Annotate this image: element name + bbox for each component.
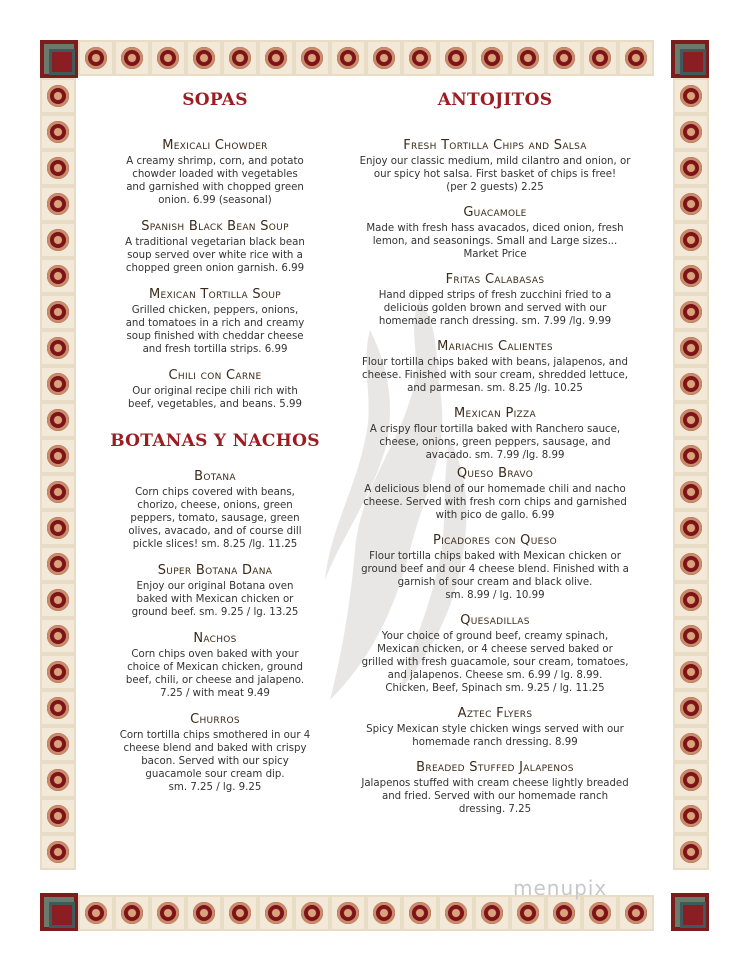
item-name: Mexicali Chowder <box>162 138 268 153</box>
corner-tile-bottom-right <box>671 893 709 931</box>
border-tile <box>258 40 294 76</box>
item-description: Corn chips covered with beans, chorizo, cheese, onions, green peppers, tomato, sausage, green olives, avacado, and of course dill pickle slices! sm. 8.25 /lg. 11.25 <box>128 487 302 550</box>
item-description: Your choice of ground beef, creamy spinach, Mexican chicken, or 4 cheese served baked or grilled with fresh guacamole, sour cream, tomatoes, and jalapenos. Cheese sm. 6.99 / lg. 8.99. Chicken, Beef, Spinach sm. 9.25 / lg. 11.25 <box>361 631 629 694</box>
border-tile <box>673 474 709 510</box>
border-tile <box>673 834 709 870</box>
border-tile <box>40 258 76 294</box>
border-tile <box>673 690 709 726</box>
menu-item <box>345 138 645 194</box>
item-description: Hand dipped strips of fresh zucchini fried to a delicious golden brown and served with our homemade ranch dressing. sm. 7.99 /lg. 9.99 <box>378 290 612 327</box>
border-tile <box>40 654 76 690</box>
item-name: Breaded Stuffed Jalapenos <box>416 760 574 775</box>
corner-tile-top-right <box>671 40 709 78</box>
section-title-sopas: SOPAS <box>182 90 248 110</box>
menu-item <box>345 466 645 522</box>
item-name: Nachos <box>193 631 237 646</box>
border-tile <box>78 40 114 76</box>
border-tile <box>40 222 76 258</box>
border-tile <box>673 294 709 330</box>
border-tile <box>40 438 76 474</box>
border-tile <box>673 366 709 402</box>
menu-item <box>105 138 325 207</box>
border-tile <box>673 510 709 546</box>
border-tile <box>330 895 366 931</box>
item-description: Flour tortilla chips baked with Mexican chicken or ground beef and our 4 cheese blend. Finished with a garnish of sour cream and black olive. sm. 8.99 / lg. 10.99 <box>361 551 629 601</box>
border-tile <box>673 546 709 582</box>
border-tile <box>366 895 402 931</box>
item-name: Mexican Pizza <box>454 406 536 421</box>
item-name: Quesadillas <box>460 613 530 628</box>
menu-item <box>105 631 325 700</box>
border-tile <box>222 40 258 76</box>
border-tile <box>78 895 114 931</box>
menu-item <box>105 368 325 411</box>
border-tile <box>294 895 330 931</box>
border-tile <box>673 330 709 366</box>
border-tile <box>546 895 582 931</box>
left-column <box>105 85 325 794</box>
border-tile <box>40 762 76 798</box>
border-tile <box>673 654 709 690</box>
item-name: Guacamole <box>463 205 527 220</box>
border-tile <box>510 895 546 931</box>
item-name: Chili con Carne <box>168 368 262 383</box>
item-name: Spanish Black Bean Soup <box>141 219 289 234</box>
item-name: Fritas Calabasas <box>445 272 545 287</box>
item-description: A delicious blend of our homemade chili and nacho cheese. Served with fresh corn chips and garnished with pico de gallo. 6.99 <box>363 484 627 521</box>
border-tile <box>40 114 76 150</box>
item-description: Grilled chicken, peppers, onions, and tomatoes in a rich and creamy soup finished with cheddar cheese and fresh tortilla strips. 6.99 <box>125 305 305 355</box>
menu-item <box>105 712 325 794</box>
border-tile <box>510 40 546 76</box>
menu-item <box>345 205 645 261</box>
border-tile <box>40 582 76 618</box>
border-tile <box>402 40 438 76</box>
border-tile <box>438 40 474 76</box>
item-name: Churros <box>190 712 240 727</box>
border-tile <box>673 78 709 114</box>
border-tile <box>40 546 76 582</box>
section-title-botanas: BOTANAS Y NACHOS <box>110 431 320 451</box>
border-tile <box>258 895 294 931</box>
border-tile <box>474 895 510 931</box>
border-tile <box>673 618 709 654</box>
item-description: Made with fresh hass avacados, diced onion, fresh lemon, and seasonings. Small and Large sizes... Market Price <box>366 223 624 260</box>
border-tile <box>366 40 402 76</box>
border-tile <box>582 40 618 76</box>
item-description: A traditional vegetarian black bean soup served over white rice with a chopped green onion garnish. 6.99 <box>125 237 305 274</box>
item-name: Super Botana Dana <box>157 563 273 578</box>
border-tile <box>40 690 76 726</box>
menupix-watermark: menupix <box>513 876 608 900</box>
border-tile <box>40 330 76 366</box>
border-tile <box>438 895 474 931</box>
item-description: Spicy Mexican style chicken wings served with our homemade ranch dressing. 8.99 <box>366 724 624 748</box>
border-tile <box>40 366 76 402</box>
menu-item <box>105 219 325 275</box>
menu-item <box>105 287 325 356</box>
border-tile <box>673 186 709 222</box>
border-bottom <box>78 895 654 931</box>
item-name: Queso Bravo <box>456 466 534 481</box>
item-description: Corn tortilla chips smothered in our 4 cheese blend and baked with crispy bacon. Served with our spicy guacamole sour cream dip. sm. 7.25 / lg. 9.25 <box>119 730 311 793</box>
border-tile <box>222 895 258 931</box>
item-description: A creamy shrimp, corn, and potato chowder loaded with vegetables and garnished with chopped green onion. 6.99 (seasonal) <box>126 156 304 206</box>
border-tile <box>40 798 76 834</box>
border-tile <box>474 40 510 76</box>
border-tile <box>618 895 654 931</box>
menu-item <box>345 406 645 462</box>
border-tile <box>40 78 76 114</box>
border-tile <box>114 895 150 931</box>
item-name: Picadores con Queso <box>433 533 557 548</box>
item-description: Jalapenos stuffed with cream cheese lightly breaded and fried. Served with our homemade ranch dressing. 7.25 <box>361 778 629 815</box>
border-tile <box>40 834 76 870</box>
menu-item <box>105 469 325 551</box>
border-tile <box>40 726 76 762</box>
border-right <box>673 78 709 870</box>
menu-item <box>345 339 645 395</box>
menu-item <box>105 563 325 619</box>
border-tile <box>673 438 709 474</box>
item-name: Botana <box>194 469 236 484</box>
item-description: Our original recipe chili rich with beef, vegetables, and beans. 5.99 <box>128 386 302 410</box>
border-tile <box>40 186 76 222</box>
menu-item <box>345 706 645 749</box>
border-tile <box>673 222 709 258</box>
border-tile <box>150 40 186 76</box>
item-name: Mexican Tortilla Soup <box>149 287 281 302</box>
item-description: Enjoy our original Botana oven baked with Mexican chicken or ground beef. sm. 9.25 / lg. 13.25 <box>131 581 299 618</box>
item-description: Corn chips oven baked with your choice of Mexican chicken, ground beef, chili, or cheese and jalapeno. 7.25 / with meat 9.49 <box>125 649 305 699</box>
border-tile <box>402 895 438 931</box>
right-column <box>345 85 645 816</box>
item-name: Fresh Tortilla Chips and Salsa <box>403 138 587 153</box>
border-left <box>40 78 76 870</box>
border-tile <box>673 798 709 834</box>
border-tile <box>330 40 366 76</box>
item-description: Enjoy our classic medium, mild cilantro and onion, or our spicy hot salsa. First basket of chips is free! (per 2 guests) 2.25 <box>359 156 631 193</box>
corner-tile-top-left <box>40 40 78 78</box>
menu-item <box>345 272 645 328</box>
section-title-antojitos: ANTOJITOS <box>437 90 553 110</box>
item-description: A crispy flour tortilla baked with Ranchero sauce, cheese, onions, green peppers, sausage, and avacado. sm. 7.99 /lg. 8.99 <box>369 424 621 461</box>
border-tile <box>40 150 76 186</box>
menu-item <box>345 760 645 816</box>
border-tile <box>40 294 76 330</box>
border-tile <box>673 726 709 762</box>
border-tile <box>673 258 709 294</box>
menu-item <box>345 613 645 695</box>
border-tile <box>150 895 186 931</box>
menu-item <box>345 533 645 602</box>
border-tile <box>40 474 76 510</box>
border-tile <box>40 510 76 546</box>
border-tile <box>40 618 76 654</box>
border-tile <box>673 762 709 798</box>
border-tile <box>582 895 618 931</box>
border-tile <box>673 402 709 438</box>
border-tile <box>546 40 582 76</box>
border-tile <box>40 402 76 438</box>
border-tile <box>673 582 709 618</box>
item-name: Aztec Flyers <box>457 706 533 721</box>
corner-tile-bottom-left <box>40 893 78 931</box>
border-top <box>78 40 654 76</box>
border-tile <box>186 895 222 931</box>
border-tile <box>114 40 150 76</box>
item-description: Flour tortilla chips baked with beans, jalapenos, and cheese. Finished with sour cream, shredded lettuce, and parmesan. sm. 8.25 /lg. 10.25 <box>362 357 628 394</box>
item-name: Mariachis Calientes <box>437 339 553 354</box>
border-tile <box>618 40 654 76</box>
border-tile <box>673 150 709 186</box>
border-tile <box>186 40 222 76</box>
border-tile <box>294 40 330 76</box>
border-tile <box>673 114 709 150</box>
